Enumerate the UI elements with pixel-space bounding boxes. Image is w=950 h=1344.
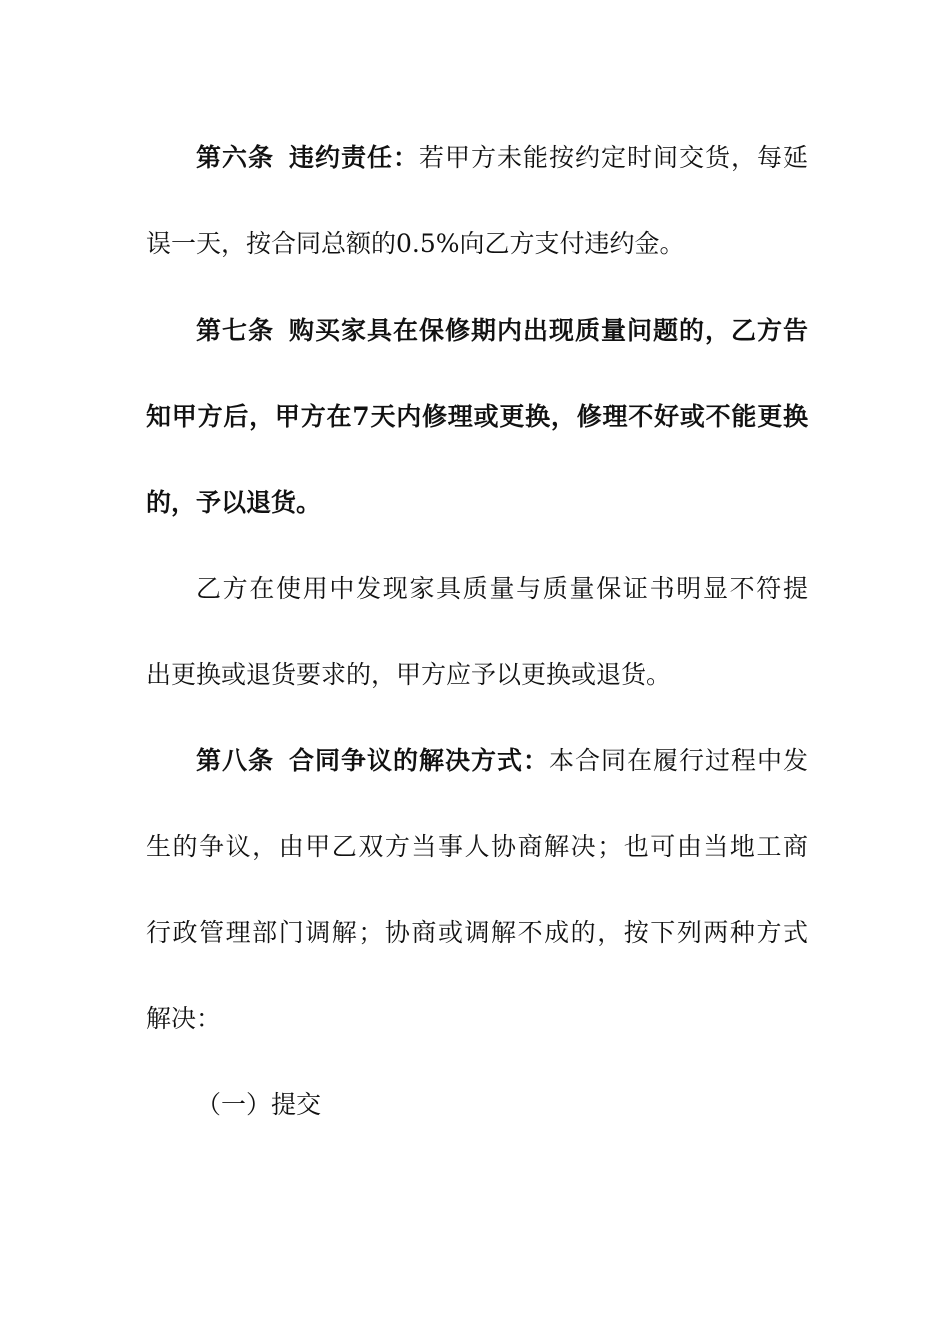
article-7-line-3: 的，予以退货。 — [146, 488, 322, 517]
article-7-line-2: 知甲方后，甲方在7天内修理或更换，修理不好或不能更换 — [146, 402, 808, 431]
paragraph-line-1: 乙方在使用中发现家具质量与质量保证书明显不符提 — [196, 574, 808, 603]
article-8-heading: 第八条 — [196, 746, 274, 775]
article-6-line-2: 误一天，按合同总额的0.5%向乙方支付违约金。 — [146, 229, 685, 258]
article-8-line-4: 解决： — [146, 1004, 222, 1033]
article-8-line-2: 生的争议，由甲乙双方当事人协商解决；也可由当地工商 — [146, 832, 808, 861]
article-6-line-1 — [196, 138, 808, 178]
article-8-line-1 — [196, 741, 808, 781]
article-8-title: 合同争议的解决方式： — [288, 746, 549, 775]
article-7-text-1: 购买家具在保修期内出现质量问题的，乙方告 — [288, 316, 808, 345]
paragraph-line-2: 出更换或退货要求的，甲方应予以更换或退货。 — [146, 660, 672, 689]
article-7-line-1 — [196, 311, 808, 351]
article-6-heading: 第六条 — [196, 143, 274, 172]
article-6-title: 违约责任： — [288, 143, 419, 172]
list-item-1: （一）提交 — [196, 1090, 322, 1119]
article-8-text-1: 本合同在履行过程中发 — [548, 746, 808, 775]
article-8-line-3: 行政管理部门调解；协商或调解不成的，按下列两种方式 — [146, 918, 808, 947]
article-7-heading: 第七条 — [196, 316, 274, 345]
article-6-text-1: 若甲方未能按约定时间交货，每延 — [419, 143, 808, 172]
